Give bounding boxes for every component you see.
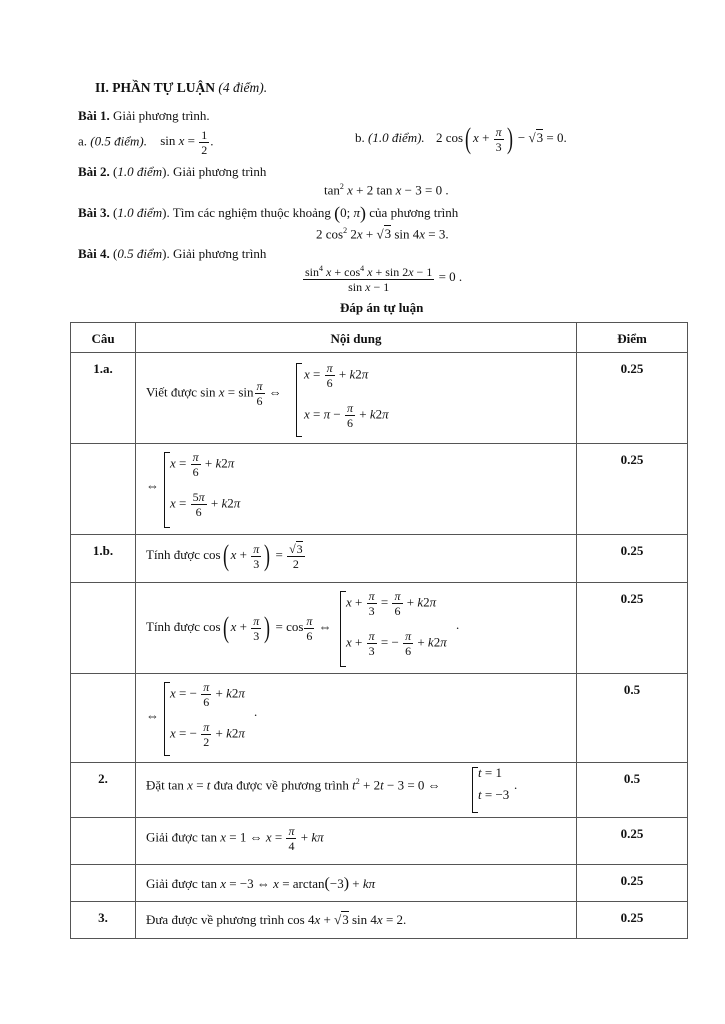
table-row: 2. Đặt tan x = t đưa được về phương trình $t^2 + 2t - 3 = 0$ ⇔ t = 1 t = −3 . 0.5 [71, 763, 688, 818]
table-row: 3. Đưa được về phương trình cos 4x + √3 sin 4x = 2. 0.25 [71, 902, 688, 939]
answer-table [70, 322, 688, 939]
problem-2: Bài 2. (1.0 điểm). Giải phương trình [78, 164, 267, 179]
problem-3: Bài 3. (1.0 điểm). Tìm các nghiệm thuộc khoảng (0; π) của phương trình [78, 203, 459, 223]
problem-1: Bài 1. Giải phương trình. [78, 108, 210, 123]
problem-4: Bài 4. (0.5 điểm). Giải phương trình [78, 246, 267, 261]
problem-2-equation: $\tan^2 x + 2$ tan x − 3 = 0 . [324, 182, 449, 198]
header-diem: Điểm [577, 323, 688, 353]
section-title: II. PHẦN TỰ LUẬN (4 điểm). [95, 80, 268, 95]
table-row: Giải được tan x = −3 ⇔ x = arctan(−3) + kπ 0.25 [71, 865, 688, 902]
problem-1b: b. (1.0 điểm). 2 cos( x + $\frac{\pi}{3}$ ) − √3 = 0. [355, 122, 567, 155]
table-row: ⇔ x = − $\frac{\pi}{6}$ + k2π x = − $\frac{\pi}{2}$ + k2π . 0.5 [71, 674, 688, 763]
problem-4-equation: $\frac{\sin^4 x + \cos^4 x + \sin 2x - 1}{\text{sin x − 1}}$ = 0 . [305, 264, 463, 294]
table-header [71, 323, 688, 353]
problem-3-equation: 2 $\cos^2 2x + √3$ sin 4x = 3. [316, 226, 449, 242]
table-row: Giải được tan x = 1 ⇔ x = $\frac{\pi}{4}$ + kπ 0.25 [71, 818, 688, 865]
header-noi-dung: Nội dung [136, 323, 577, 353]
problem-1a: a. (0.5 điểm). sin x = $\frac{1}{2}$ . [78, 128, 214, 157]
answer-title: Đáp án tự luận [340, 300, 424, 315]
table-row: 1.a. Viết được sin x = sin $\frac{\pi}{6}$ ⇔ x = $\frac{\pi}{6}$ + k2π x = π − $\frac{\pi}{6}$ + k2π 0.25 [71, 353, 688, 444]
table-row: Tính được cos( x + $\frac{\pi}{3}$ ) = cos $\frac{\pi}{6}$ ⇔ x + $\frac{\pi}{3}$ = $\frac{\pi}{6}$ + k2π x + $\frac{\pi}{3}$ = − $\frac{\pi}{6}$ + k2π . 0.25 [71, 583, 688, 674]
table-row: 1.b. Tính được cos( x + $\frac{\pi}{3}$ ) = $\frac{√3}{2}$ 0.25 [71, 535, 688, 583]
table-row: ⇔ x = $\frac{\pi}{6}$ + k2π x = $\frac{5\pi}{6}$ + k2π 0.25 [71, 444, 688, 535]
header-cau: Câu [71, 323, 136, 353]
